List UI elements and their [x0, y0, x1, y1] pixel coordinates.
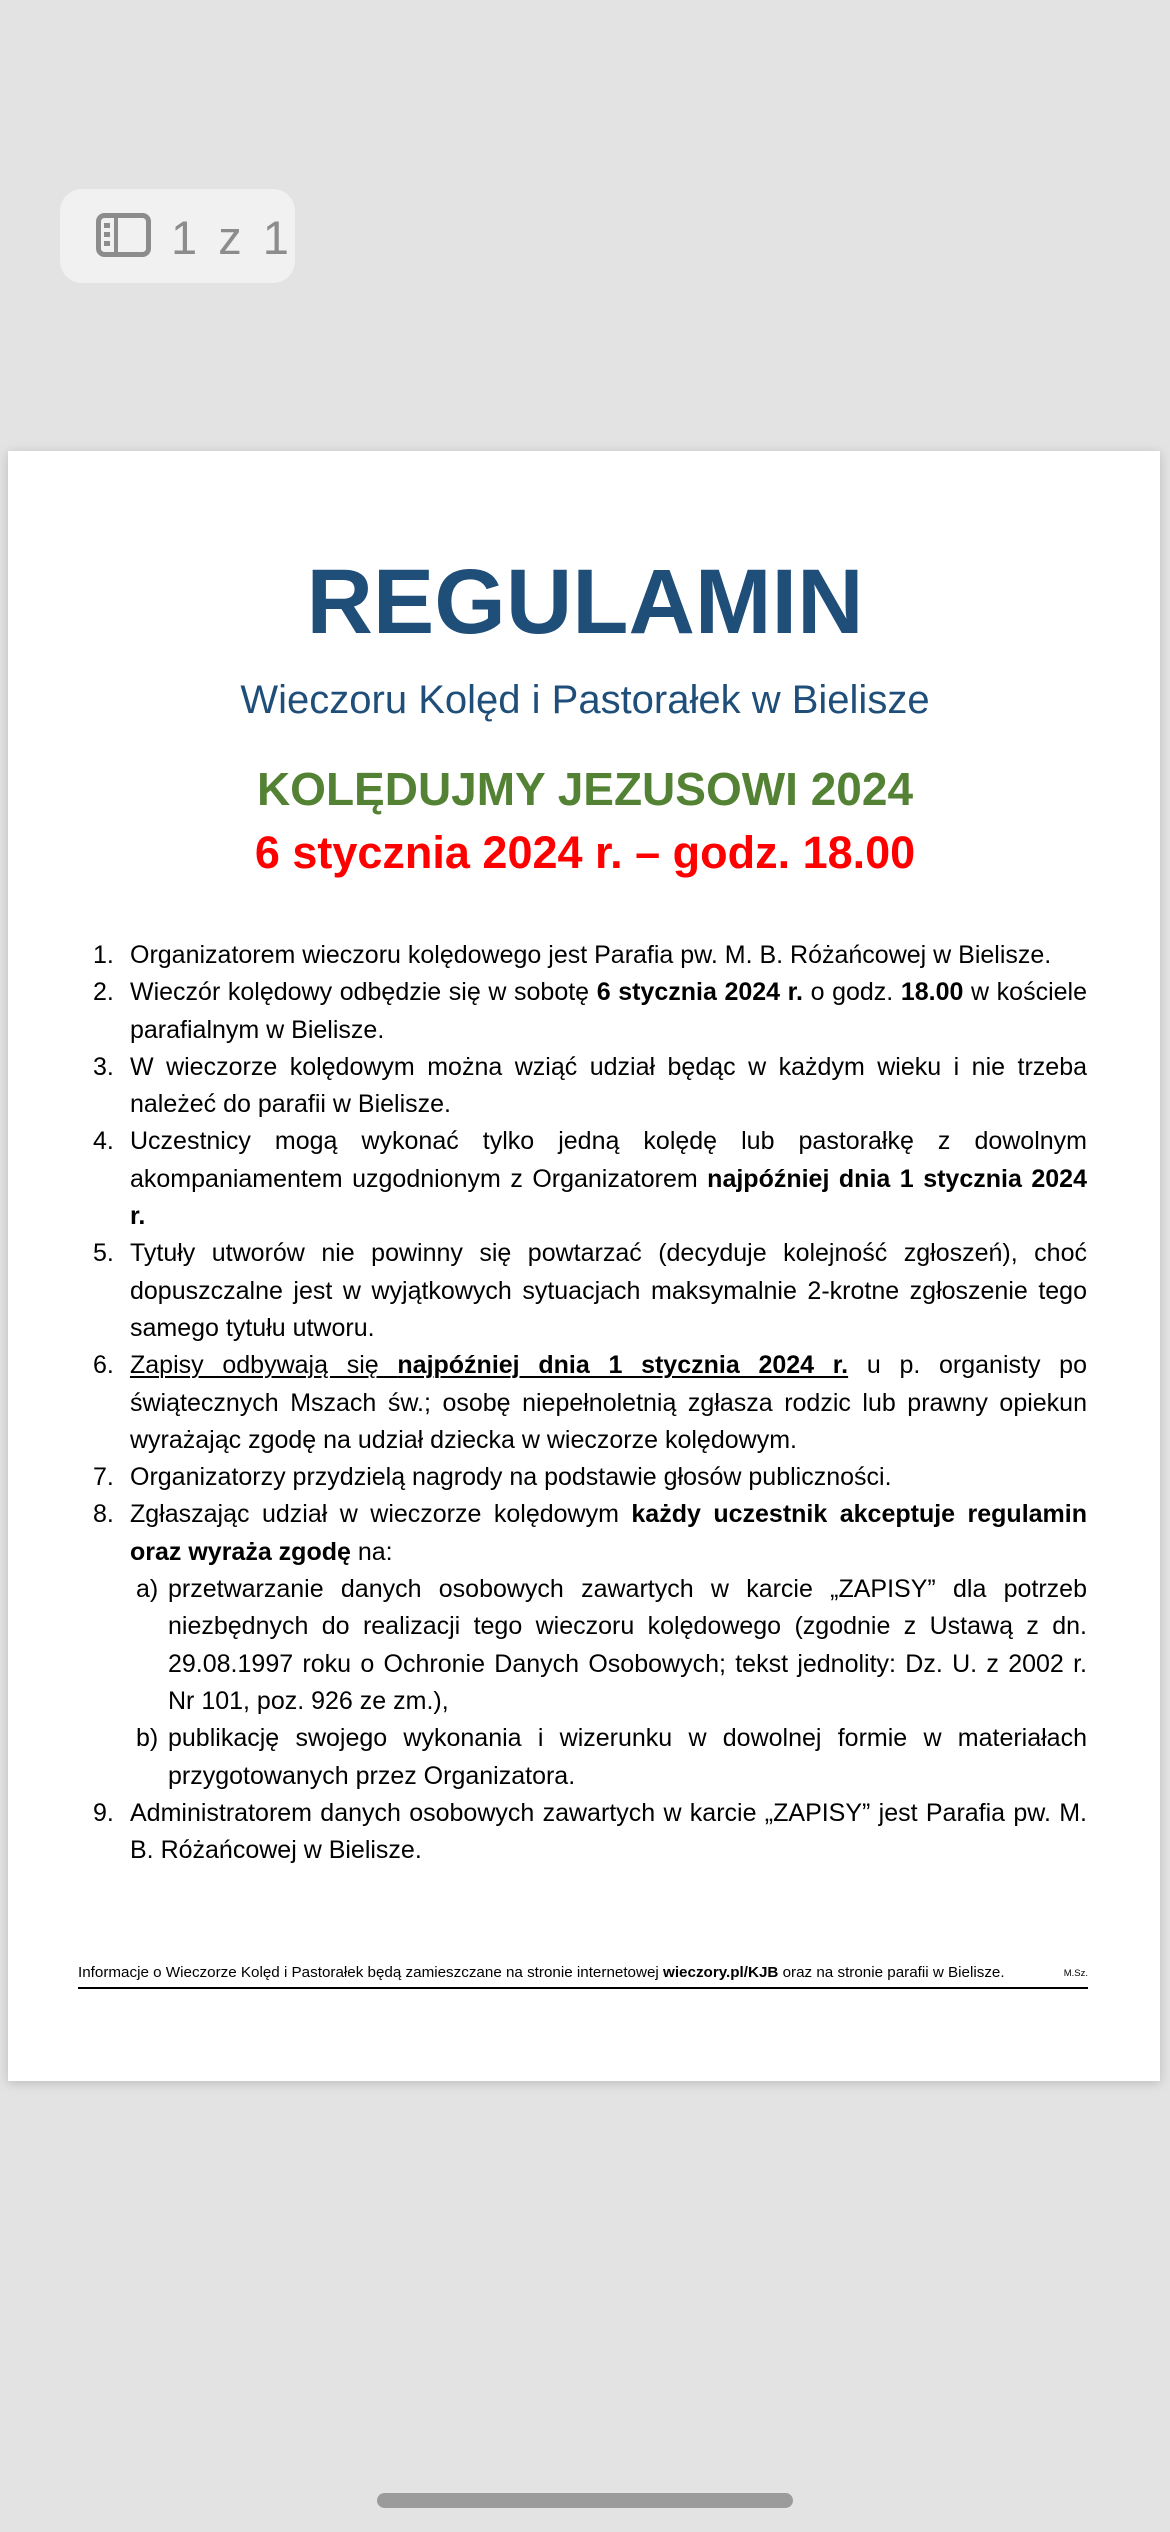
rule-number: 5. [93, 1239, 114, 1268]
rule-text-segment: Uczestnicy mogą wykonać tylko jedną kolędę lub pastorałkę z dowolnym akompaniamentem uzgodnionym z Organizatorem [130, 1127, 1087, 1193]
rule-text-segment: Zapisy odbywają się [130, 1351, 398, 1380]
document-subtitle: Wieczoru Kolęd i Pastorałek w Bielisze [240, 678, 930, 722]
rule-text-segment: Administratorem danych osobowych zawartych w karcie „ZAPISY” jest Parafia pw. M. B. Różańcowej w Bielisze. [130, 1798, 1087, 1865]
rule-text [130, 978, 1087, 1043]
sidebar-icon [96, 213, 151, 257]
rule-item [93, 1235, 1087, 1347]
rule-number: 6. [93, 1351, 114, 1380]
rule-text-segment: Organizatorem wieczoru kolędowego jest Parafia pw. M. B. Różańcowej w Bielisze. [130, 941, 1052, 969]
rule-text [130, 1239, 1087, 1342]
rule-number: 1. [93, 941, 114, 969]
document-title: REGULAMIN [306, 551, 864, 653]
rule-subitem-label: b) [136, 1724, 159, 1753]
rule-subitem [133, 1571, 1087, 1720]
rule-item [93, 1123, 1087, 1235]
event-date: 6 stycznia 2024 r. – godz. 18.00 [254, 827, 916, 878]
rule-item [93, 1347, 1087, 1459]
rule-sublist [93, 1571, 1087, 1795]
footer-text-before: Informacje o Wieczorze Kolęd i Pastorałek będą zamieszczane na stronie internetowej [78, 1964, 664, 1981]
rule-subitem-text: publikację swojego wykonania i wizerunku w dowolnej formie w materiałach przygotowanych przez Organizatora. [168, 1724, 1087, 1790]
rule-number: 2. [93, 978, 114, 1007]
page-indicator[interactable] [60, 189, 295, 283]
rule-item [93, 1496, 1087, 1794]
footer [78, 1965, 1088, 1989]
rule-text-segment: na: [350, 1537, 393, 1566]
rules-list [93, 937, 1087, 1869]
event-name: KOLĘDUJMY JEZUSOWI 2024 [256, 763, 914, 815]
rule-text-segment: Organizatorzy przydzielą nagrody na podstawie głosów publiczności. [130, 1463, 892, 1492]
rule-text-segment: u p. organisty po świątecznych Mszach św.; osobę niepełnoletnią zgłasza rodzic lub prawny opiekun wyrażając zgodę na udział dziecka w wieczorze kolędowym. [130, 1351, 1087, 1454]
page-indicator-text: 1 z 1 [171, 211, 293, 264]
rule-item [93, 1049, 1087, 1124]
rule-text-bold: każdy uczestnik akceptuje regulamin oraz wyraża zgodę [130, 1500, 1087, 1566]
footer-signature: M.Sz. [1063, 1968, 1088, 1979]
rule-subitem-label: a) [136, 1575, 159, 1604]
rule-number: 3. [93, 1052, 114, 1081]
rule-subitem [133, 1720, 1087, 1795]
rule-text [130, 1500, 1087, 1565]
rule-text [130, 1351, 1087, 1454]
rule-number: 7. [93, 1463, 114, 1492]
footer-link[interactable]: wieczory.pl/KJB [663, 1964, 779, 1981]
rule-text-segment: Zgłaszając udział w wieczorze kolędowym [130, 1500, 632, 1529]
rule-text-bold: 18.00 [900, 978, 964, 1007]
rule-item [93, 974, 1087, 1049]
rule-text [130, 1463, 892, 1491]
rule-text-segment: w kościele parafialnym w Bielisze. [130, 978, 1088, 1044]
rule-number: 8. [93, 1500, 114, 1529]
rule-text-segment: Tytuły utworów nie powinny się powtarzać (decyduje kolejność zgłoszeń), choć dopuszczalne jest w wyjątkowych sytuacjach maksymalnie 2-krotne zgłoszenie tego samego tytułu utworu. [130, 1239, 1087, 1342]
rule-text [130, 1053, 1087, 1118]
rule-text [130, 1127, 1087, 1230]
footer-text [78, 1965, 1005, 1981]
rule-item [93, 1795, 1087, 1870]
rule-text [130, 1799, 1087, 1864]
rule-text-segment: o godz. [802, 978, 901, 1007]
rule-item [93, 1459, 1087, 1496]
home-indicator[interactable] [377, 2493, 793, 2508]
rule-text-segment: W wieczorze kolędowym można wziąć udział będąc w każdym wieku i nie trzeba należeć do parafii w Bielisze. [130, 1052, 1087, 1119]
rule-text-segment: Wieczór kolędowy odbędzie się w sobotę [130, 978, 597, 1007]
rule-subitem-text: przetwarzanie danych osobowych zawartych w karcie „ZAPISY” dla potrzeb niezbędnych do realizacji tego wieczoru kolędowego (zgodnie z Ustawą z dn. 29.08.1997 roku o Ochronie Danych Osobowych; tekst jednolity: Dz. U. z 2002 r. Nr 101, poz. 926 ze zm.), [168, 1575, 1087, 1715]
rule-number: 4. [93, 1127, 114, 1156]
rule-text-bold: najpóźniej dnia 1 stycznia 2024 r. [130, 1164, 1087, 1231]
rule-text-bold: najpóźniej dnia 1 stycznia 2024 r. [397, 1351, 849, 1380]
rule-item [93, 937, 1087, 974]
rule-number: 9. [93, 1798, 114, 1827]
footer-text-after: oraz na stronie parafii w Bielisze. [778, 1964, 1005, 1981]
rule-text-bold: 6 stycznia 2024 r. [596, 978, 803, 1007]
rule-text [130, 941, 1051, 969]
